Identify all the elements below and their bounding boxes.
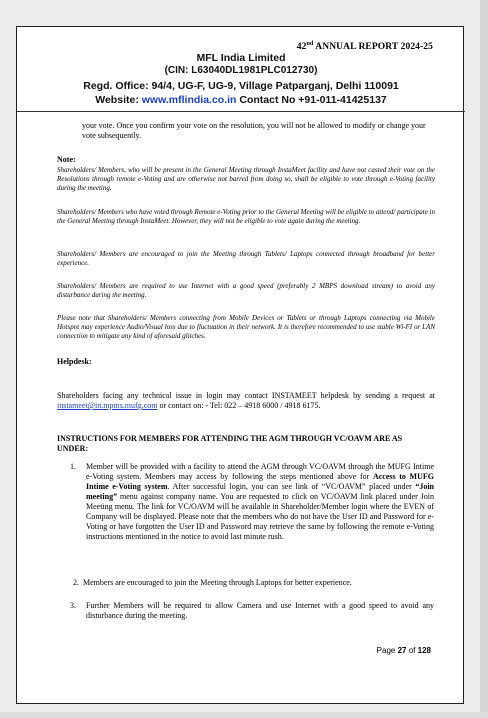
list-number: 1. [70, 462, 76, 471]
website-link[interactable]: www.mflindia.co.in [141, 94, 237, 106]
instruction-item: Further Members will be required to allow Camera and use Internet with a good speed to avoid any disturbance during the meeting. [86, 601, 434, 620]
helpdesk-email-link[interactable]: instameet@in.mpms.mufg.com [57, 401, 158, 410]
document-page [16, 26, 464, 704]
intro-text: your vote. Once you confirm your vote on the resolution, you will not be allowed to modify or change your vote subsequently. [82, 121, 426, 140]
viewer-bottom-bar [0, 712, 488, 718]
website-contact-line: Website: www.mflindia.co.in Contact No +91-011-41425137 [95, 94, 387, 106]
report-title: 42nd ANNUAL REPORT 2024-25 [296, 41, 433, 53]
note-heading: Note: [57, 155, 76, 164]
list-number: 3. [70, 601, 76, 610]
note-paragraph: Shareholders/ Members, who will be present in the General Meeting through InstaMeet facility and have not casted their vote on the Resolutions through remote e-Voting and are otherwise not barred from doing so, shall be eligible to vote through e-Voting facility during the meeting. [57, 166, 435, 192]
note-paragraph: Shareholders/ Members who have voted through Remote e-Voting prior to the General Meeting will be eligible to attend/ participate in the General Meeting through InstaMeet. However, they will not be eligible to vote again during the meeting. [57, 208, 435, 225]
header-divider [17, 111, 465, 112]
note-paragraph: Please note that Shareholders/ Members connecting from Mobile Devices or Tablets or through Laptops connecting via Mobile Hotspot may experience Audio/Visual loss due to fluctuation in their network. It is therefore recommended to use stable Wi-FI or LAN connection to mitigate any kind of aforesaid glitches. [57, 314, 435, 340]
helpdesk-text: Shareholders facing any technical issue in login may contact INSTAMEET helpdesk by sending a request at instameet@in.mpms.mufg.com or contact on: - Tel: 022 – 4918 6000 / 4918 6175. [57, 391, 435, 410]
page-number: Page 27 of 128 [376, 646, 431, 655]
instruction-item: Members are encouraged to join the Meeting through Laptops for better experience. [83, 578, 352, 587]
note-paragraph: Shareholders/ Members are required to use Internet with a good speed (preferably 2 MBPS download stream) to avoid any disturbance during the meeting. [57, 282, 435, 299]
company-name: MFL India Limited [196, 52, 286, 64]
viewer-scroll-gutter [480, 0, 488, 718]
list-number: 2. [73, 578, 79, 587]
company-cin: (CIN: L63040DL1981PLC012730) [164, 65, 318, 76]
helpdesk-heading: Helpdesk: [57, 357, 92, 366]
instructions-heading: INSTRUCTIONS FOR MEMBERS FOR ATTENDING THE AGM THROUGH VC/OAVM ARE AS UNDER: [57, 434, 403, 453]
note-paragraph: Shareholders/ Members are encouraged to join the Meeting through Tablets/ Laptops connected through broadband for better experience. [57, 250, 435, 267]
instruction-item: Member will be provided with a facility to attend the AGM through VC/OAVM through the MUFG Intime e-Voting system. Members may access by following the steps mentioned above for Access to MUFG Intime e-Voting system. After successful login, you can see link of “VC/OAVM” placed under “Join meeting” menu against company name. You are requested to click on VC/OAVM link placed under Join Meeting menu. The link for VC/OAVM will be available in Shareholder/Member login where the EVEN of Company will be displayed. Please note that the members who do not have the User ID and Password for e-Voting or have forgotten the User ID and Password may retrieve the same by following the remote e-Voting instructions mentioned in the notice to avoid last minute rush. [86, 462, 434, 541]
registered-office: Regd. Office: 94/4, UG-F, UG-9, Village Patparganj, Delhi 110091 [83, 80, 399, 92]
